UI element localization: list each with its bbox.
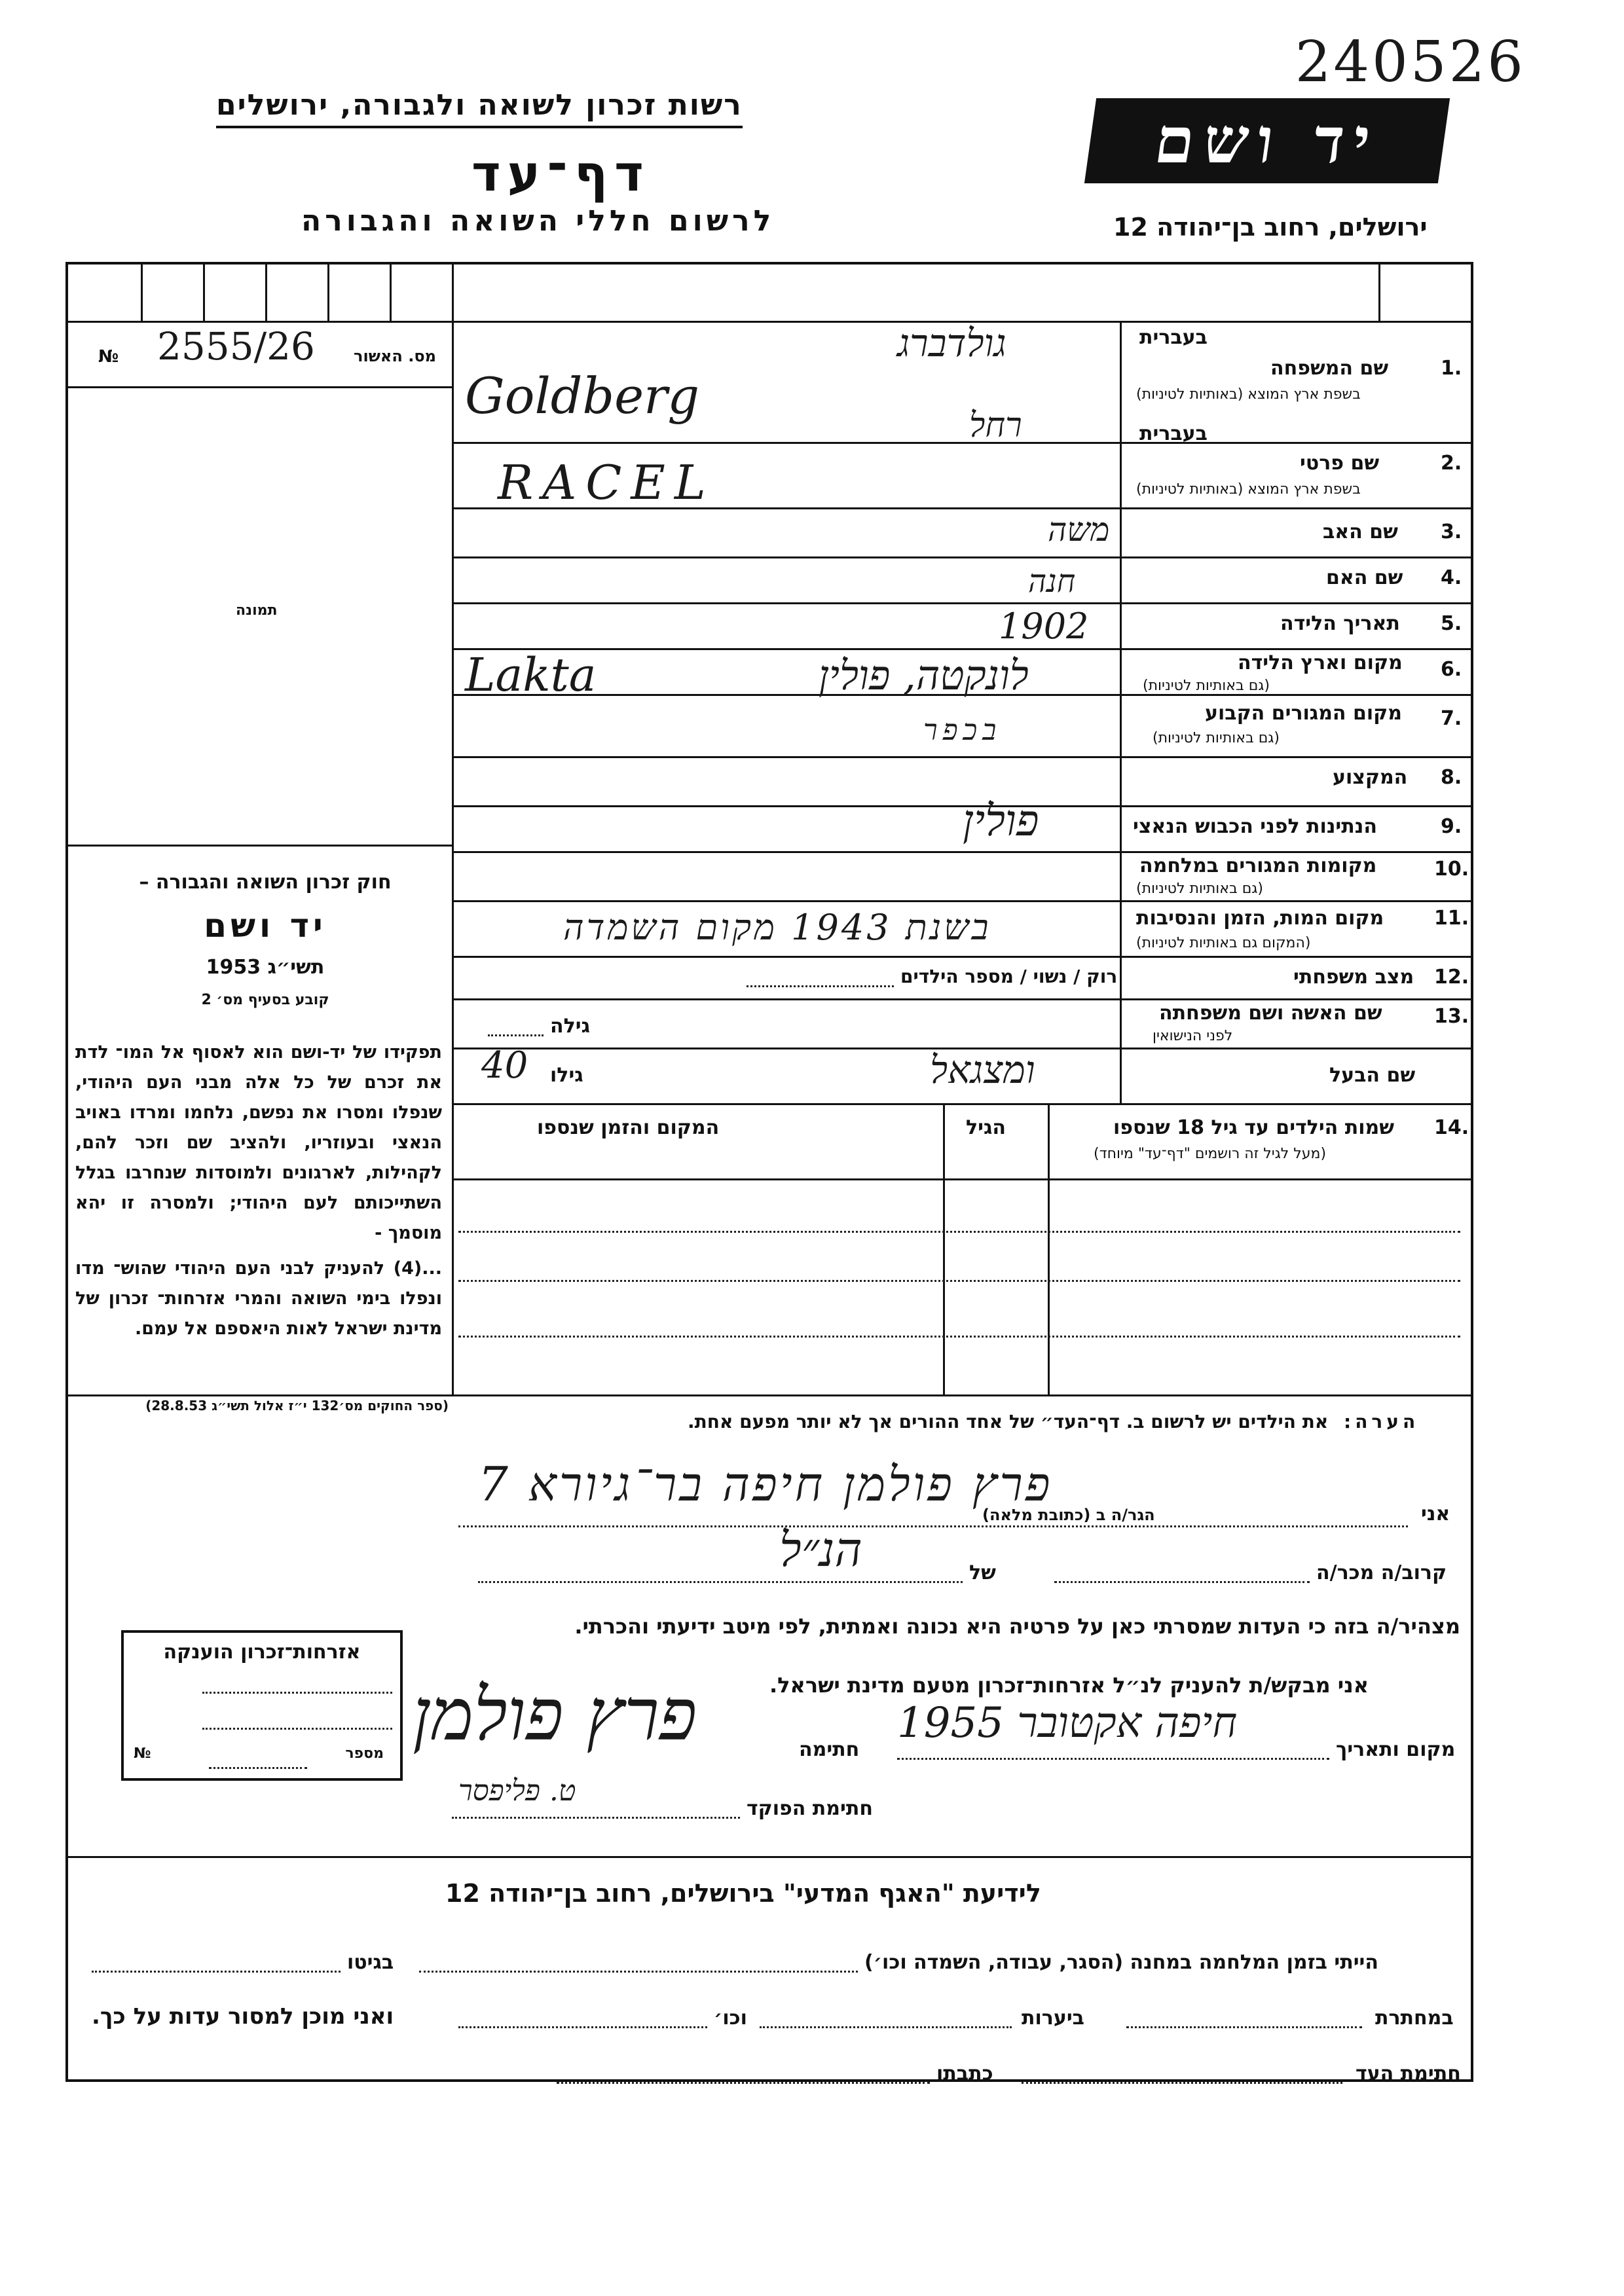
field5-number: 5. — [1441, 612, 1462, 635]
authority-name: רשות זכרון לשואה ולגבורה, ירושלים — [216, 88, 743, 128]
husband-age-value: 40 — [481, 1044, 528, 1087]
registration-number: 2555/26 — [157, 324, 315, 369]
field8-number: 8. — [1441, 766, 1462, 789]
address: ירושלים, רחוב בן־יהודה 12 — [1113, 213, 1428, 242]
field10-sub-label: (גם באותיות לטיניות) — [1136, 881, 1263, 897]
field9-number: 9. — [1441, 815, 1462, 838]
field7-label: מקום המגורים הקבוע — [1205, 702, 1402, 725]
husband-age-label: גילו — [550, 1064, 583, 1087]
field11-number: 11. — [1434, 907, 1469, 930]
note-label: הערה: — [1344, 1411, 1420, 1432]
field9-label: הנתינות לפני הכבוש הנאצי — [1133, 815, 1377, 838]
children-place-time-column-header: המקום והזמן שנספו — [537, 1116, 720, 1139]
footer-witness-signature-label: חתימת העד — [1356, 2062, 1461, 2085]
note-text — [688, 1411, 1419, 1432]
officer-signature-label: חתימת הפוקד — [747, 1797, 873, 1820]
signature-value: פרץ פולמן — [413, 1673, 697, 1757]
field1-value-hebrew: גולדברג — [897, 321, 1006, 365]
field2-value-latin: RACEL — [498, 455, 715, 510]
law-year: תשי״ג 1953 — [206, 956, 325, 979]
citizenship-number-label: מספר — [345, 1745, 384, 1762]
field12-label: מצב משפחתי — [1293, 966, 1414, 989]
law-name: יד ושם — [204, 907, 327, 945]
law-text-1: תפקידו של יד-ושם הוא לאסוף אל המו־ לדת את זכרם של כל אלה מבני העם היהודי, שנפלו ומסרו את נפשם, נלחמו ומרדו באויב הנאצי ובעוזריו, ולהציב שם וזכר להם, לקהילות, לארגונים ולמוסדות שנחרבו בגלל השתייכותם לעם היהודי; ולמסרה זו יהא מוסמך - — [75, 1042, 442, 1243]
field3-value: משה — [1048, 511, 1110, 549]
citizenship-no-sign: № — [134, 1745, 151, 1762]
field8-label: המקצוע — [1333, 766, 1408, 789]
field12-number: 12. — [1434, 966, 1469, 989]
citizenship-title: אזרחות־זכרון הוענקה — [163, 1641, 361, 1664]
footer-etc-label: וכו׳ — [714, 2007, 747, 2030]
field13-number: 13. — [1434, 1005, 1469, 1028]
field9-value: פולין — [963, 795, 1039, 846]
field4-value: חנה — [1028, 563, 1076, 600]
field12-options: רוק / נשוי / מספר הילדים — [900, 966, 1118, 987]
husband-value: ומצגאל — [930, 1048, 1035, 1092]
field13-label: שם האשה ושם משפחתה — [1159, 1002, 1382, 1025]
field1-in-hebrew-label: בעברית — [1139, 326, 1208, 349]
field14-sub-label: (מעל לגיל זה רושמים "דף־עד" מיוחד) — [1094, 1146, 1327, 1162]
field11-label: מקום המות, הזמן והנסיבות — [1136, 907, 1384, 930]
field2-in-hebrew-label: בעברית — [1139, 422, 1208, 445]
registration-no-sign: № — [98, 347, 119, 367]
info-title: לידיעת "האגף המדעי" בירושלים, רחוב בן־יהודה 12 — [445, 1879, 1041, 1908]
field2-number: 2. — [1441, 452, 1462, 475]
field4-number: 4. — [1441, 566, 1462, 589]
footer-ready-text: ואני מוכן למסור עדות על כך. — [92, 2003, 394, 2030]
place-date-value: חיפה אקטובר 1955 — [897, 1699, 1238, 1747]
footer-underground-label: במחתרת — [1375, 2007, 1454, 2030]
photo-label: תמונה — [236, 602, 278, 619]
field14-label: שמות הילדים עד גיל 18 שנספו — [1113, 1116, 1394, 1139]
field6-sub-label: (גם באותיות לטיניות) — [1143, 678, 1270, 694]
yad-vashem-logo — [1084, 98, 1450, 183]
resident-label: הגר/ה ב (כתובת מלאה) — [982, 1506, 1155, 1524]
field4-label: שם האם — [1326, 566, 1403, 589]
form-title: דף־עד — [471, 144, 650, 202]
declare-text: מצהיר/ה בזה כי העדות שמסרתי כאן על פרטיה היא נכונה ואמתית, לפי מיטב ידיעתי והכרתי. — [574, 1614, 1460, 1639]
children-age-column-header: הגיל — [966, 1116, 1006, 1139]
field2-label: שם פרטי — [1300, 452, 1380, 475]
officer-signature-value: ט. פליפסר — [458, 1774, 576, 1808]
field1-sub-label: בשפת ארץ המוצא (באותיות לטיניות) — [1136, 386, 1361, 403]
husband-label: שם הבעל — [1329, 1064, 1416, 1087]
field2-sub-label: בשפת ארץ המוצא (באותיות לטיניות) — [1136, 481, 1361, 498]
footer-ghetto-label: בגיטו — [347, 1951, 394, 1974]
field2-value-hebrew: רחל — [969, 406, 1022, 445]
signature-label: חתימה — [799, 1738, 860, 1761]
form-subtitle: לרשום חללי השואה והגבורה — [301, 204, 775, 238]
field6-label: מקום וארץ הלידה — [1238, 651, 1403, 674]
field5-label: תאריך הלידה — [1280, 612, 1400, 635]
field1-label: שם המשפחה — [1270, 357, 1389, 380]
of-label: של — [969, 1561, 996, 1584]
field1-value-latin: Goldberg — [465, 367, 700, 425]
law-title: חוק זכרון השואה והגבורה – — [139, 871, 392, 894]
archive-number: 240526 — [1295, 29, 1526, 95]
law-text-2: ...(4) להעניק לבני העם היהודי שהוש־ מדו ונפלו בימי השואה והמרי אזרחות־ זכרון של מדינת ישראל לאות היאספם אל עמם. — [75, 1258, 442, 1339]
declarant-name-address: פרץ פולמן חיפה בר־גיורא 7 — [478, 1457, 1053, 1512]
field13-sub-label: לפני הנישואין — [1153, 1028, 1233, 1044]
citizenship-box — [121, 1630, 403, 1781]
law-source: (ספר החוקים מס׳132 י״ז אלול תשי״ג 28.8.53) — [145, 1398, 449, 1413]
field3-label: שם האב — [1323, 520, 1398, 543]
relation-label: קרוב/ה מכר/ה — [1316, 1561, 1447, 1584]
declarant-label: אני — [1421, 1503, 1450, 1525]
place-date-label: מקום ותאריך — [1336, 1738, 1456, 1761]
field7-number: 7. — [1441, 707, 1462, 730]
footer-forests-label: ביערות — [1022, 2007, 1084, 2030]
request-text: אני מבקש/ת להעניק לנ״ל אזרחות־זכרון מטעם מדינת ישראל. — [769, 1673, 1369, 1698]
relation-value: הנ״ל — [779, 1522, 862, 1577]
field11-value: בשנת 1943 מקום השמדה — [563, 907, 991, 948]
field14-number: 14. — [1434, 1116, 1469, 1139]
field7-sub-label: (גם באותיות לטיניות) — [1153, 730, 1280, 746]
field11-sub-label: (המקום גם באותיות לטיניות) — [1136, 935, 1311, 951]
logo-text: יד ושם — [1150, 103, 1384, 177]
note-body: את הילדים יש לרשום ב. דף־העד״ של אחד ההורים אך לא יותר מפעם אחת. — [688, 1411, 1329, 1432]
footer-address-label: כתבתו — [936, 2062, 993, 2085]
field3-number: 3. — [1441, 520, 1462, 543]
field6-number: 6. — [1441, 658, 1462, 681]
field6-value-hebrew: לונקטה, פולין — [819, 651, 1029, 699]
footer-camp-label: הייתי בזמן המלחמה במחנה (הסגר, עבודה, השמדה וכו׳) — [864, 1951, 1378, 1974]
field13-age-label: גילה — [550, 1015, 590, 1038]
field6-value-latin: Lakta — [465, 648, 597, 702]
field10-number: 10. — [1434, 858, 1469, 881]
registration-label: מס. האשור — [354, 347, 436, 365]
field5-value: 1902 — [999, 606, 1089, 647]
field1-number: 1. — [1441, 357, 1462, 380]
field10-label: מקומות המגורים במלחמה — [1139, 854, 1377, 877]
law-clause: קובע בסעיף מס׳ 2 — [201, 992, 329, 1008]
field7-value: בכפר — [923, 714, 1002, 747]
